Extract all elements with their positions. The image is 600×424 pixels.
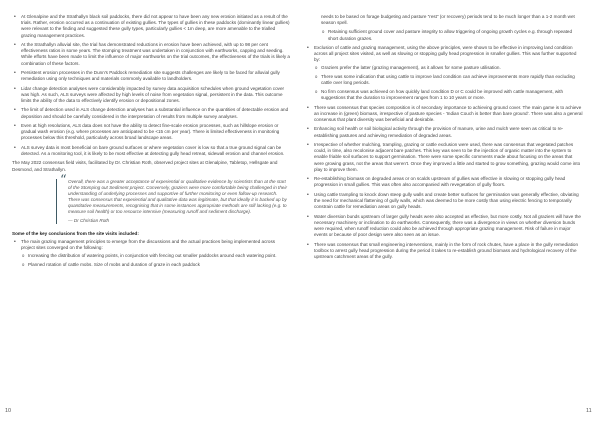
continuation-text: needs to be based on forage budgeting and pasture “rest” (or recovery) periods tend to be much longer than a 1-2 month wet season spell.: [321, 14, 575, 26]
bullet-item: [314, 45, 583, 102]
bullet-item: • There was consensus that small engineering interventions, mainly in the form of rock chutes, have a place in the gully remediation toolbox to arrest gully head progression during the period it takes to re-establish ground biomass and hydrological recovery of the upstream catchment areas of the gully.: [314, 242, 583, 261]
page-number-right: 11: [586, 408, 592, 414]
sub-item: o Retaining sufficient ground cover and pasture integrity to allow triggering of ongoing growth cycles e.g. through repeated short duration grazes.: [328, 29, 583, 41]
bullet-item: • Re-establishing biomass on degraded areas or on scalds upstream of gullies was effective in slowing or stopping gully head progression in small gullies. This was often also accompanied with revegetation of gully floors.: [314, 176, 583, 188]
sub-list: [21, 253, 290, 268]
quote-attribution: — Dr Christian Roth: [68, 217, 110, 223]
bullet-item: • Irrespective of whether mulching, trampling, grazing or cattle exclusion were used, there was consensus that vegetated patches could, in time, also recolonise adjacent bare patches. This key was seen to be the injection of organic matter into the system to enable friable soil surfaces to support germination. There were some specific comments made about focusing on the areas that were growing grass, not the areas that weren't. Once they improved a little and started to grow something, grazing would come into play to improve them.: [314, 142, 583, 173]
right-bullet-list: [305, 45, 583, 261]
conclusions-heading: Some of the key conclusions from the site visits included:: [12, 230, 139, 236]
bullet-item: • Using cattle trampling to knock down steep gully walls and create better surfaces for germination was generally effective, obviating the need for mechanical flattening of gully walls, which was deemed to be more costly than using electric fencing to temporarily constrain cattle for remediation areas on gully heads.: [314, 192, 583, 211]
sub-item: o There was some indication that using cattle to improve land condition can achieve improvements more rapidly than excluding cattle over long periods.: [321, 74, 583, 86]
right-page: [305, 14, 583, 263]
bullet-item: • Enhancing soil health or soil biological activity through the provision of manure, urine and mulch were seen as critical to re-establishing pastures and achieving remediation of degraded areas.: [314, 126, 583, 138]
sub-list: [314, 65, 583, 102]
bullet-item: • The limit of detection used in ALS change detection analyses has a substantial influence on the quantities of detectable erosion and deposition and should be carefully considered in the interpretation of results from multiple survey analyses.: [21, 107, 290, 119]
bullet-item: • Lidar change detection analyses were considerably impacted by survey data acquisition schedules when ground vegetation cover was high. As such, ALS surveys were affected by high levels of noise from vegetation signal, persistent in the data. This outcome limits the ability of the data to effectively identify erosion or depositional zones.: [21, 86, 290, 105]
bullet-item: • ALS survey data is most beneficial on bare ground surfaces or where vegetation cover is low so that a true ground signal can be detected. As a monitoring tool, it is likely to be most effective at detecting gully head retreat, sidewall erosion and channel erosion.: [21, 145, 290, 157]
left-page: [12, 14, 290, 271]
bullet-item: • Water diversion bunds upstream of larger gully heads were also accepted as effective, but more costly. Not all graziers will have the necessary machinery or inclination to do earthworks. Consequently, there was a divergence in views on whether diversion bunds were required, when runoff reduction could also be achieved through appropriate grazing management. Risk of failure in major events or because of poor design were also seen as an issue.: [314, 214, 583, 239]
pull-quote: [56, 172, 290, 224]
page-number-left: 10: [5, 408, 12, 414]
top-sub-list: [305, 29, 583, 41]
sub-item: o Planned rotation of cattle mobs. Size of mobs and duration of graze in each paddock: [28, 262, 290, 268]
conclusion-text: The main grazing management principles to emerge from the discussions and the actual practices being implemented across project sites converged on the following:: [21, 238, 276, 251]
bullet-item: • At Glenalpine and the Strathallyn black soil paddocks, there did not appear to have been any new erosion initiated as a result of the trials. Rather, erosion occurred as a continuation of existing gullies. The types of gullies in these paddocks (dominantly linear gullies) were relevant to the finding and suggested these gully types, particularly gullies < 1m deep, are more amenable to the trialled grazing management practices.: [21, 14, 290, 39]
bullet-text: Exclusion of cattle and grazing management, using the above principles, were shown to be effective in improving land condition across all project sites visited, as well as slowing or stopping gully head progression in smaller gullies. This was further supported by:: [314, 44, 577, 63]
left-bullet-list: [12, 14, 290, 157]
conclusion-item: [21, 239, 290, 268]
field-visit-paragraph: The May 2022 consensus field visits, facilitated by Dr. Christian Roth, observed project sites at Glenalpine, Tabletop, Hellsgate and Desmond, and Strathallyn.: [12, 160, 278, 172]
sub-item: o Increasing the distribution of watering points, in conjunction with fencing out smaller paddocks around each watering point.: [28, 253, 290, 259]
quote-mark-icon: “: [60, 172, 67, 188]
bullet-item: • At the Strathallyn alluvial site, the trial has demonstrated reductions in erosion have been achieved, with up to 98 per cent effectiveness ratios in some years. The stomping treatment was undertaken in conjunction with earthworks, capping and seeding. While efforts have been made to limit the influence of major earthworks on the trial outcomes, the effectiveness of the trials is likely a combination of these factors.: [21, 42, 290, 67]
bullet-item: • Persistent erosion processes in the Dunn's Paddock remediation site suggests challenges are likely to be faced for alluvial gully remediation using only techniques and materials commonly available to landholders.: [21, 70, 290, 82]
sub-item: o Graziers prefer the latter (grazing management), as it allows for some pasture utilisation.: [321, 65, 583, 71]
sub-item: o No firm consensus was achieved on how quickly land condition D or C could be improved with cattle management, with suggestions that the duration to improvement ranges from 1 to 10 years or more.: [321, 89, 583, 101]
bullet-item: • There was consensus that species composition is of secondary importance to achieving ground cover. The main game is to achieve an increase in (green) biomass, irrespective of pasture species - 'Indian Couch is better than bare ground'. There was also a general consensus that plant diversity was beneficial and desirable.: [314, 105, 583, 124]
quote-text: Overall, there was a greater acceptance of experiential or qualitative evidence by scientists than at the start of the Stomping out Sediment project. Conversely, graziers were more comfortable being challenged in their understanding of underlying processes and supportive of further monitoring or even follow-up research. There was consensus that experiential and qualitative data was legitimate, but that ideally it is backed up by quantitative measurements, recognising that in some instances appropriate methods are still lacking (e.g. to measure soil health) or too resource intensive (measuring runoff and sediment discharge).: [68, 178, 287, 214]
conclusions-list: [12, 239, 290, 268]
bullet-item: • Even at high resolutions, ALS data does not have the ability to detect fine-scale erosion processes, such as hillslope erosion or gradual wash erosion (e.g. where processes are anticipated to be <15 cm per year). There is limited effectiveness in monitoring processes below this threshold, particularly across broad landscape areas.: [21, 123, 290, 142]
